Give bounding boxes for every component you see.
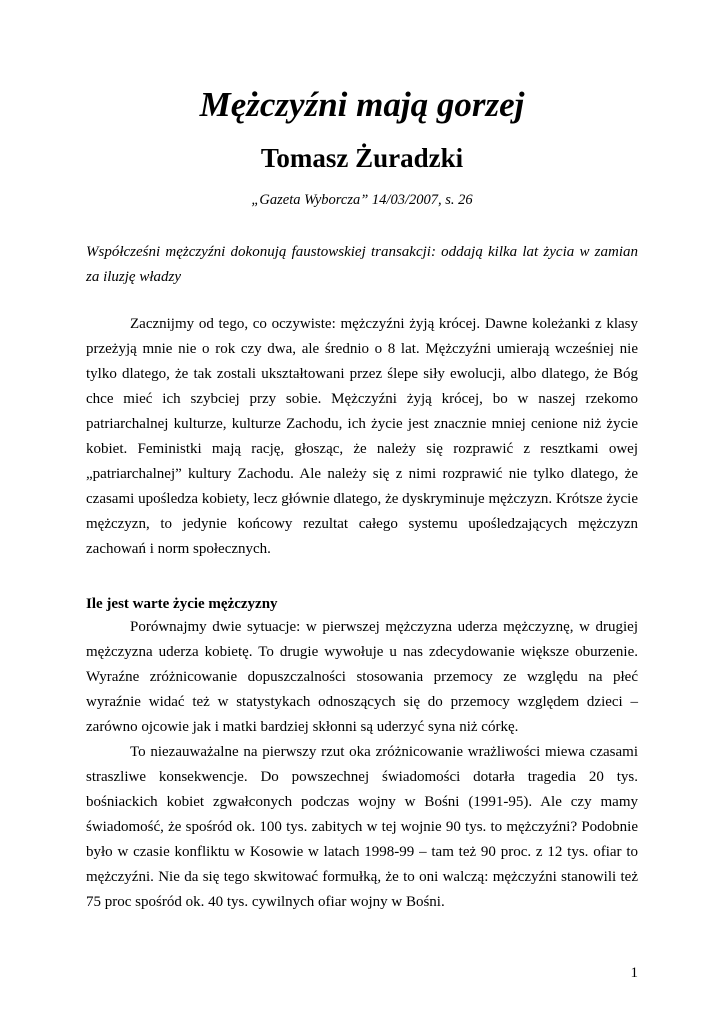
article-author: Tomasz Żuradzki	[260, 143, 464, 173]
paragraph: Porównajmy dwie sytuacje: w pierwszej mężczyzna uderza mężczyznę, w drugiej mężczyzna uderza kobietę. To drugie wywołuje u nas zdecydowanie większe oburzenie. Wyraźne zróżnicowanie dopuszczalności stosowania przemocy ze względu na płeć wyraźnie widać też w statystykach odnoszących się do przemocy względem dzieci – zarówno ojcowie jak i matki bardziej skłonni są uderzyć syna niż córkę.	[86, 619, 638, 735]
paragraph: Zacznijmy od tego, co oczywiste: mężczyźni żyją krócej. Dawne koleżanki z klasy przeżyją mnie nie o rok czy dwa, ale średnio o 8 lat. Mężczyźni umierają wcześniej nie tylko dlatego, że tak zostali ukształtowani przez ślepe siły ewolucji, albo dlatego, że Bóg chce mieć ich szybciej przy sobie. Mężczyźni żyją krócej, bo w naszej rzekomo patriarchalnej kulturze, kulturze Zachodu, ich życie jest znacznie mniej cenione niż życie kobiet. Feministki mają rację, głosząc, że należy się rozprawić z resztkami owej „patriarchalnej” kultury Zachodu. Ale należy się z nimi rozprawić nie tylko dlatego, że czasami upośledza kobiety, lecz głównie dlatego, że dyskryminuje mężczyzn. Krótsze życie mężczyzn, to jedynie końcowy rezultat całego systemu upośledzających mężczyzn zachowań i norm społecznych.	[86, 316, 638, 557]
article-source: „Gazeta Wyborcza” 14/03/2007, s. 26	[251, 192, 473, 208]
article-title: Mężczyźni mają gorzej	[199, 85, 525, 124]
intro-section	[86, 312, 638, 562]
page-number: 1	[630, 965, 638, 981]
article-lead: Współcześni mężczyźni dokonują faustowskiej transakcji: oddają kilka lat życia w zamian za iluzję władzy	[86, 244, 638, 285]
section-body	[86, 615, 638, 915]
section-heading: Ile jest warte życie mężczyzny	[86, 596, 278, 612]
paragraph: To niezauważalne na pierwszy rzut oka zróżnicowanie wrażliwości miewa czasami straszliwe konsekwencje. Do powszechnej świadomości dotarła tragedia 20 tys. bośniackich kobiet zgwałconych podczas wojny w Bośni (1991-95). Ale czy mamy świadomość, że spośród ok. 100 tys. zabitych w tej wojnie 90 tys. to mężczyźni? Podobnie było w czasie konfliktu w Kosowie w latach 1998-99 – tam też 90 proc. z 12 tys. ofiar to mężczyźni. Nie da się tego skwitować formułką, że to oni walczą: mężczyźni stanowili też 75 proc spośród ok. 40 tys. cywilnych ofiar wojny w Bośni.	[86, 744, 638, 910]
document-page	[86, 0, 638, 1024]
